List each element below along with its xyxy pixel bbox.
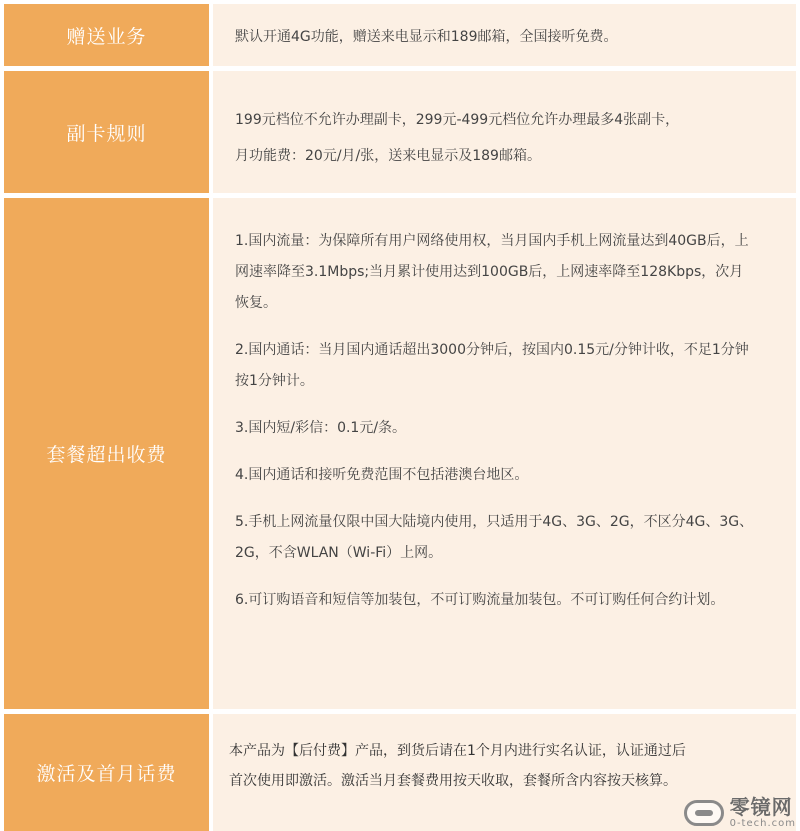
watermark-url: 0-tech.com [729,818,796,829]
content-line: 默认开通4G功能，赠送来电显示和189邮箱，全国接听免费。 [235,29,618,45]
row-bonus-services [0,4,800,66]
content-line: 本产品为【后付费】产品，到货后请在1个月内进行实名认证，认证通过后 [229,743,686,759]
content-line: 199元档位不允许办理副卡，299元-499元档位允许办理最多4张副卡， [235,112,680,128]
site-watermark [684,797,796,829]
row-label: 赠送业务 [4,4,209,66]
watermark-text [730,797,796,829]
watermark-logo-icon [684,800,724,826]
content-line: 首次使用即激活。激活当月套餐费用按天收取，套餐所含内容按天核算。 [229,773,677,789]
list-item: 1.国内流量：为保障所有用户网络使用权，当月国内手机上网流量达到40GB后，上网速率降至3.1Mbps;当月累计使用达到100GB后，上网速率降至128Kbps，次月恢复。 [235,233,749,311]
list-item: 2.国内通话：当月国内通话超出3000分钟后，按国内0.15元/分钟计收，不足1分钟按1分钟计。 [235,342,749,389]
row-content [213,71,796,193]
list-item: 3.国内短/彩信：0.1元/条。 [235,420,407,436]
list-item: 4.国内通话和接听免费范围不包括港澳台地区。 [235,467,529,483]
content-line: 月功能费：20元/月/张，送来电显示及189邮箱。 [235,148,541,164]
row-content [213,4,796,66]
watermark-name: 零镜网 [729,795,793,819]
row-activation [0,714,800,831]
row-content [213,198,796,709]
list-item: 6.可订购语音和短信等加装包，不可订购流量加装包。不可订购任何合约计划。 [235,592,725,608]
row-label: 激活及首月话费 [4,714,209,831]
row-overage-charges [0,198,800,709]
row-label: 套餐超出收费 [4,198,209,709]
row-label: 副卡规则 [4,71,209,193]
list-item: 5.手机上网流量仅限中国大陆境内使用，只适用于4G、3G、2G，不区分4G、3G、2G，不含WLAN（Wi-Fi）上网。 [235,514,754,561]
row-secondary-card-rules [0,71,800,193]
